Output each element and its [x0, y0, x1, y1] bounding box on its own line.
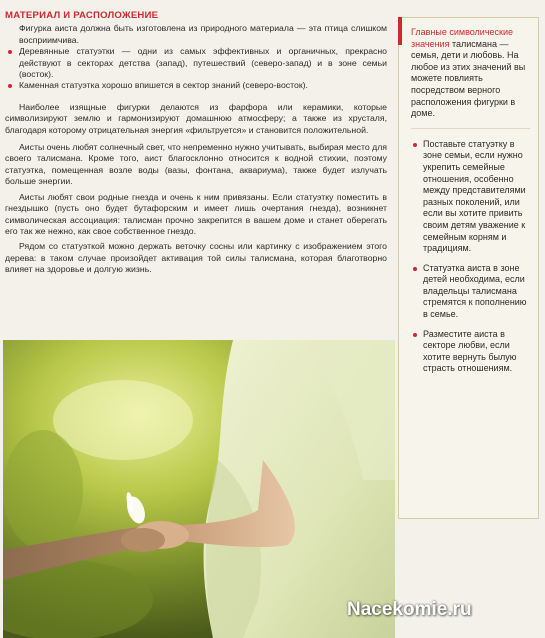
intro-paragraph: Фигурка аиста должна быть изготовлена из природного материала — эта птица слишком восприимчива.: [19, 23, 387, 45]
list-item: Разместите аиста в секторе любви, если хотите вернуть былую страсть отношениям.: [423, 329, 530, 375]
photo-hands-pregnant-woman: [3, 340, 395, 638]
list-item: Деревянные статуэтки — одни из самых эффективных и органичных, прекрасно действуют в секторах детства (запад), путешествий (северо-запад) и в зоне семьи (восток).: [19, 46, 387, 80]
section-title: МАТЕРИАЛ И РАСПОЛОЖЕНИЕ: [5, 10, 159, 21]
sidebar-intro-text: талисмана — семья, дети и любовь. На любое из этих значений вы можете повлиять посредством верного расположения фигурки в доме.: [411, 38, 526, 119]
paragraph: Наиболее изящные фигурки делаются из фарфора или керамики, которые символизируют землю и гармонизируют домашнюю атмосферу; а также из хрусталя, благодаря которому отрицательная энергия «фильтруется» и становится положительной.: [5, 101, 387, 135]
sidebar-heading: Главные символические значения: [411, 27, 513, 49]
photo-illustration: [3, 340, 395, 638]
paragraph: Рядом со статуэткой можно держать веточку сосны или картинку с изображением этого дерева: в таком случае произойдет активация той силы талисмана, которая благотворно влияет на здоровье и долгую жизнь.: [5, 241, 387, 275]
paragraph: Аисты очень любят солнечный свет, что непременно нужно учитывать, выбирая место для своего талисмана. Кроме того, аист благосклонно относится к водной стихии, поэтому статуэтка, помещенная возле воды (вазы, фонтана, аквариума), также будет излучать больше энергии.: [5, 142, 387, 187]
list-item: Статуэтка аиста в зоне детей необходима, если владельцы талисмана стремятся к пополнению в семье.: [423, 263, 530, 321]
list-item: Поставьте статуэтку в зоне семьи, если нужно укрепить семейные отношения, особенно между представителями разных поколений, или если вы хотите привить своим детям уважение к семейным корням и традициям.: [423, 139, 530, 255]
sidebar-box: [398, 17, 539, 519]
watermark-text: Nacekomie.ru: [347, 599, 472, 620]
sidebar-intro: [411, 27, 530, 120]
sidebar-list: [411, 139, 530, 375]
material-list: [5, 46, 387, 92]
list-item: Каменная статуэтка хорошо впишется в сектор знаний (северо-восток).: [19, 80, 387, 91]
main-column: [5, 10, 387, 276]
sidebar-accent-bar: [398, 17, 402, 45]
paragraph: Аисты любят свои родные гнезда и очень к ним привязаны. Если статуэтку поместить в гнездышко (пусть оно будет бутафорским и имеет лишь очертания гнезда), возникнет символическая ассоциация: талисман прочно закрепится в вашем доме и станет оберегать его так же нежно, как свое собственное гнездо.: [5, 191, 387, 236]
